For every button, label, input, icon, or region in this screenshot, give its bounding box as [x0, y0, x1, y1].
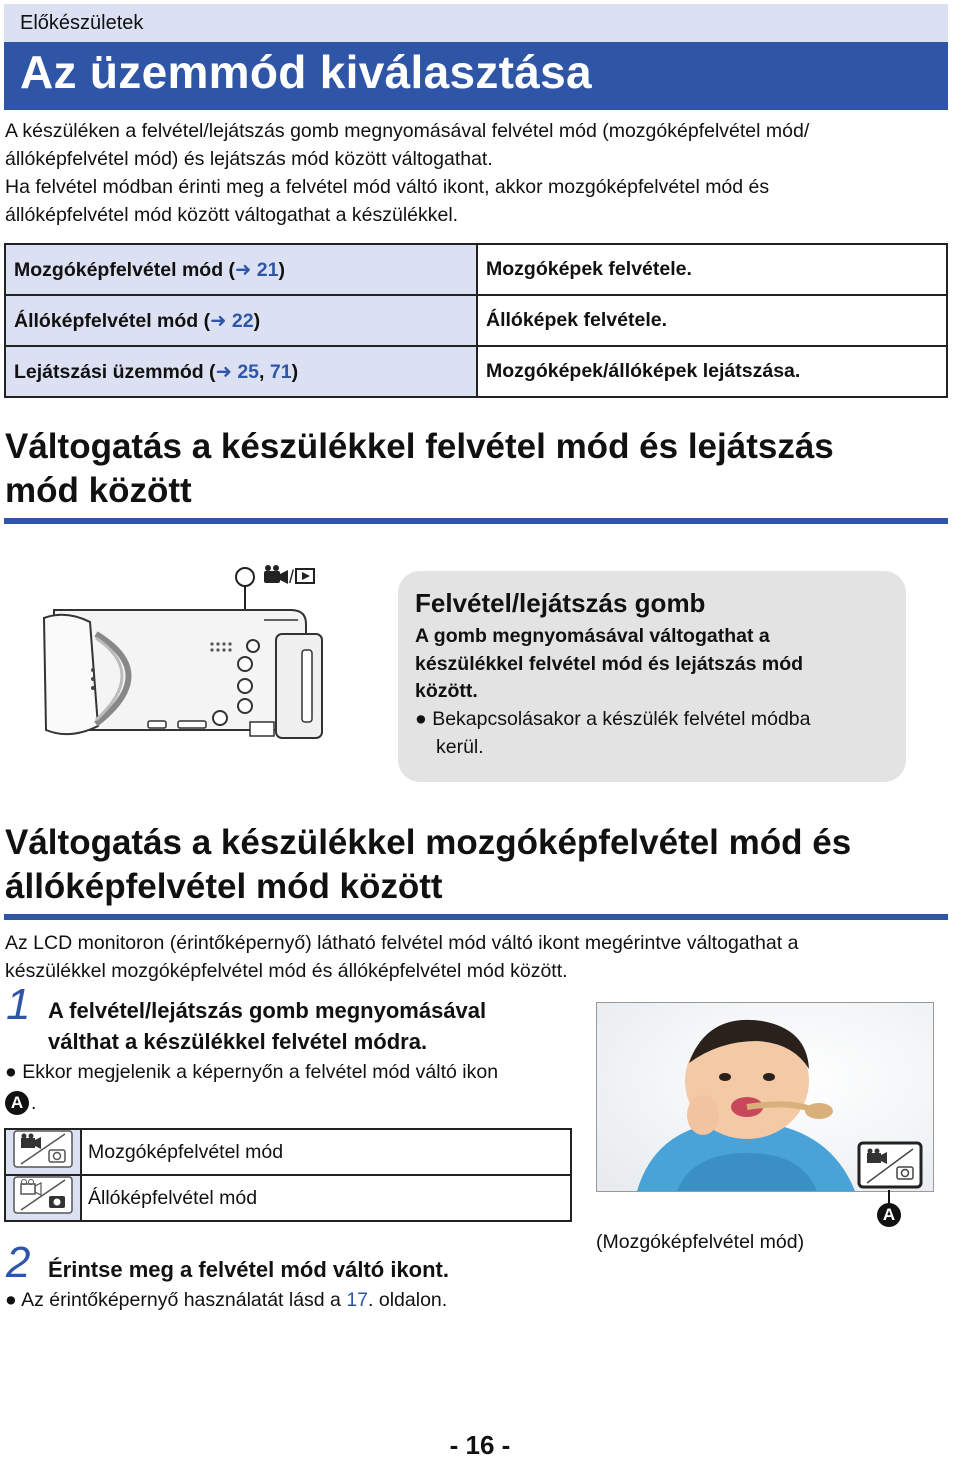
baby-photo: [597, 1003, 933, 1191]
step1-bullet: ● Ekkor megjelenik a képernyőn a felvétel mód váltó ikon A .: [5, 1061, 499, 1114]
callout-bullet: ● Bekapcsolásakor a készülék felvétel módba kerül.: [415, 708, 811, 758]
section2-text: Az LCD monitoron (érintőképernyő) látható felvétel mód váltó ikont megérintve váltogathat a készülékkel mozgóképfelvétel mód és állóképfelvétel mód között.: [5, 932, 799, 982]
intro-line: állóképfelvétel mód) és lejátszás mód között váltogathat.: [5, 148, 493, 170]
marker-a: A: [877, 1203, 901, 1227]
section-rule: [4, 518, 948, 524]
marker-line: [888, 1190, 890, 1204]
breadcrumb-bar: [4, 4, 948, 42]
movie-camera-icon: [264, 565, 288, 584]
page-number: - 16 -: [449, 1430, 511, 1460]
page-ref-link[interactable]: 21: [256, 258, 279, 281]
movie-mode-icon: [13, 1130, 73, 1168]
icon-cell: [5, 1175, 81, 1221]
section-heading: Váltogatás a készülékkel felvétel mód és lejátszás mód között: [5, 427, 834, 510]
arrow-icon: ➜: [210, 309, 227, 332]
photo-caption: (Mozgóképfelvétel mód): [596, 1231, 805, 1253]
icon-label: Állóképfelvétel mód: [81, 1175, 571, 1221]
record-button-icon: [236, 568, 254, 586]
intro-line: állóképfelvétel mód között váltogathat a készülékkel.: [5, 204, 459, 226]
step-text: Érintse meg a felvétel mód váltó ikont.: [48, 1257, 449, 1282]
mode-cell: Lejátszási üzemmód (➜ 25, 71): [5, 346, 477, 397]
bullet-icon: ●: [5, 1289, 17, 1311]
intro-line: Ha felvétel módban érinti meg a felvétel mód váltó ikont, akkor mozgóképfelvétel mód és: [5, 176, 770, 198]
page-ref-link[interactable]: 22: [231, 309, 254, 332]
page-ref-link[interactable]: 71: [269, 360, 292, 383]
mode-icon-table: [4, 1128, 572, 1222]
camcorder-illustration: [36, 558, 336, 748]
step2-bullet: ● Az érintőképernyő használatát lásd a 17. oldalon.: [5, 1289, 448, 1311]
table-row: [5, 244, 947, 295]
table-row: [5, 346, 947, 397]
intro-text: [5, 117, 809, 229]
lcd-screen-example: [596, 1002, 934, 1192]
table-row: [5, 1129, 571, 1175]
play-icon: [296, 569, 314, 583]
arrow-icon: ➜: [235, 258, 252, 281]
step-number: 1: [6, 980, 31, 1029]
callout-text: A gomb megnyomásával váltogathat a készülékkel felvétel mód és lejátszás mód között.: [415, 625, 804, 702]
section-rule: [4, 914, 948, 920]
table-row: [5, 1175, 571, 1221]
mode-cell: Állóképfelvétel mód (➜ 22): [5, 295, 477, 346]
breadcrumb: Előkészületek: [20, 12, 144, 34]
mode-cell: Mozgóképfelvétel mód (➜ 21): [5, 244, 477, 295]
section-heading: Váltogatás a készülékkel mozgóképfelvétel mód és állóképfelvétel mód között: [5, 823, 852, 906]
page-ref-link[interactable]: 25: [237, 360, 260, 383]
mode-desc-cell: Mozgóképek felvétele.: [477, 244, 947, 295]
icon-cell: [5, 1129, 81, 1175]
page-ref-link[interactable]: 17: [346, 1289, 369, 1311]
callout-title: Felvétel/lejátszás gomb: [415, 588, 706, 618]
step-number: 2: [6, 1238, 31, 1287]
mode-desc-cell: Mozgóképek/állóképek lejátszása.: [477, 346, 947, 397]
icon-label: Mozgóképfelvétel mód: [81, 1129, 571, 1175]
table-row: [5, 295, 947, 346]
recording-mode-switch-icon: [859, 1143, 921, 1187]
intro-line: A készüléken a felvétel/lejátszás gomb megnyomásával felvétel mód (mozgóképfelvétel mód/: [5, 120, 810, 142]
svg-text:/: /: [289, 567, 295, 587]
still-mode-icon: [13, 1176, 73, 1214]
mode-desc-cell: Állóképek felvétele.: [477, 295, 947, 346]
mode-table: [4, 243, 948, 398]
bullet-icon: ●: [5, 1061, 17, 1083]
page-title: Az üzemmód kiválasztása: [20, 46, 592, 98]
step-text: A felvétel/lejátszás gomb megnyomásával válthat a készülékkel felvétel módra.: [48, 998, 487, 1054]
arrow-icon: ➜: [215, 360, 232, 383]
marker-a: A: [5, 1091, 29, 1115]
bullet-icon: ●: [415, 708, 427, 730]
